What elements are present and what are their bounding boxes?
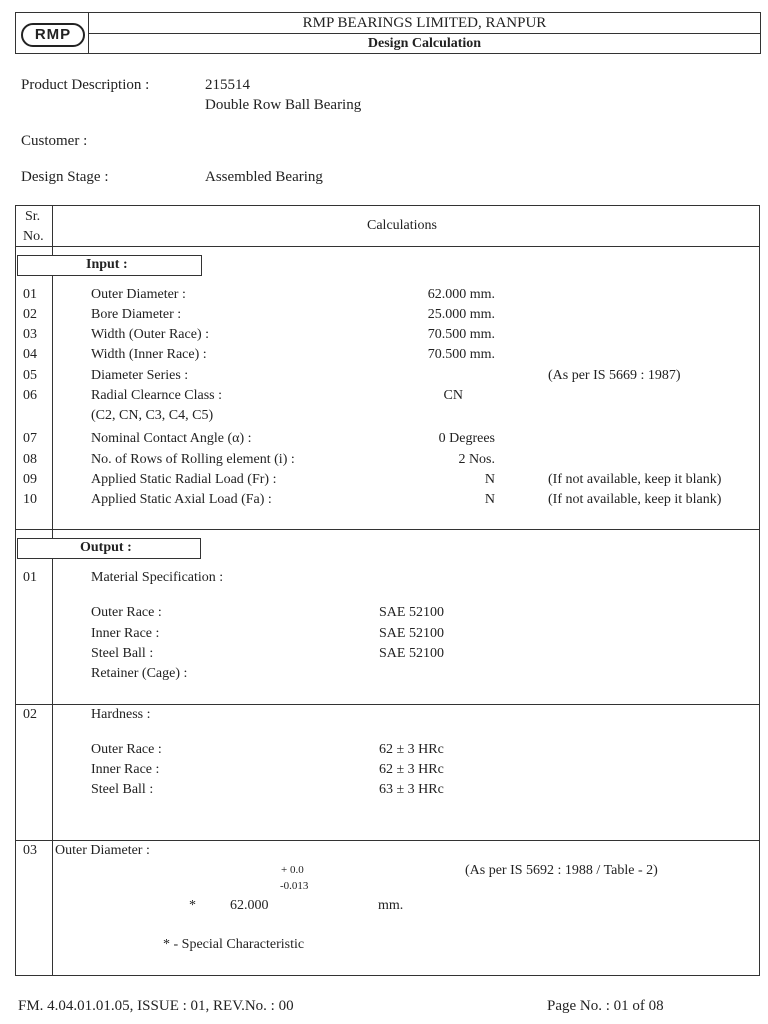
table-header-rule bbox=[15, 246, 760, 247]
od-special-star: * bbox=[189, 898, 196, 913]
input-row-note: (If not available, keep it blank) bbox=[548, 492, 722, 507]
material-row-label: Outer Race : bbox=[91, 605, 162, 620]
header-split bbox=[88, 33, 761, 34]
material-row-value: SAE 52100 bbox=[379, 646, 444, 661]
customer-label: Customer : bbox=[21, 133, 88, 149]
input-row-label: Applied Static Axial Load (Fa) : bbox=[91, 492, 272, 507]
od-tolerance-lower: -0.013 bbox=[280, 880, 309, 892]
od-tolerance-upper: + 0.0 bbox=[281, 864, 304, 876]
input-row-value: 70.500 mm. bbox=[427, 327, 495, 342]
input-row-label: Width (Outer Race) : bbox=[91, 327, 210, 342]
od-heading: Outer Diameter : bbox=[55, 843, 150, 858]
special-characteristic-note: * - Special Characteristic bbox=[163, 937, 305, 952]
input-row-label: Outer Diameter : bbox=[91, 287, 186, 302]
page-number: Page No. : 01 of 08 bbox=[547, 998, 664, 1014]
material-row-value: SAE 52100 bbox=[379, 605, 444, 620]
material-sr-no: 01 bbox=[23, 570, 37, 585]
hardness-row-label: Inner Race : bbox=[91, 762, 160, 777]
input-row-value: 70.500 mm. bbox=[427, 347, 495, 362]
input-row-value: 0 Degrees bbox=[438, 431, 495, 446]
input-row-no: 01 bbox=[23, 287, 37, 302]
input-row-no: 03 bbox=[23, 327, 37, 342]
product-name: Double Row Ball Bearing bbox=[205, 97, 362, 113]
input-row-label: Width (Inner Race) : bbox=[91, 347, 207, 362]
input-row-value: N bbox=[484, 492, 495, 507]
input-row-label: (C2, CN, C3, C4, C5) bbox=[91, 408, 214, 423]
input-row-no: 06 bbox=[23, 388, 37, 403]
input-row-label: Bore Diameter : bbox=[91, 307, 182, 322]
input-row-no: 05 bbox=[23, 368, 37, 383]
input-row-no: 09 bbox=[23, 472, 37, 487]
input-row-no: 04 bbox=[23, 347, 37, 362]
input-row-no: 07 bbox=[23, 431, 37, 446]
input-row-label: Nominal Contact Angle (α) : bbox=[91, 431, 252, 446]
input-row-label: Radial Clearnce Class : bbox=[91, 388, 223, 403]
input-row-label: No. of Rows of Rolling element (i) : bbox=[91, 452, 295, 467]
material-row-label: Retainer (Cage) : bbox=[91, 666, 188, 681]
hardness-row-label: Steel Ball : bbox=[91, 782, 154, 797]
input-row-value: CN bbox=[443, 388, 463, 403]
hardness-row-label: Outer Race : bbox=[91, 742, 162, 757]
od-reference: (As per IS 5692 : 1988 / Table - 2) bbox=[465, 863, 658, 878]
hardness-end-rule bbox=[15, 840, 760, 841]
calculations-header: Calculations bbox=[367, 218, 437, 233]
hardness-sr-no: 02 bbox=[23, 707, 37, 722]
material-heading: Material Specification : bbox=[91, 570, 224, 585]
input-end-rule-1 bbox=[15, 529, 760, 530]
input-row-label: Applied Static Radial Load (Fr) : bbox=[91, 472, 277, 487]
sr-header-line2: No. bbox=[23, 229, 44, 244]
od-unit: mm. bbox=[378, 898, 404, 913]
hardness-heading: Hardness : bbox=[91, 707, 151, 722]
input-title: Input : bbox=[86, 257, 128, 272]
design-stage-label: Design Stage : bbox=[21, 169, 109, 185]
material-end-rule bbox=[15, 704, 760, 705]
input-row-value: 25.000 mm. bbox=[427, 307, 495, 322]
company-logo: RMP bbox=[21, 23, 85, 47]
sr-column-divider bbox=[52, 205, 53, 976]
input-row-no: 02 bbox=[23, 307, 37, 322]
od-value: 62.000 bbox=[230, 898, 269, 913]
product-description-label: Product Description : bbox=[21, 77, 150, 93]
input-row-note: (As per IS 5669 : 1987) bbox=[548, 368, 681, 383]
sr-header-line1: Sr. bbox=[25, 209, 41, 224]
form-number: FM. 4.04.01.01.05, ISSUE : 01, REV.No. : 00 bbox=[18, 998, 294, 1014]
input-row-value: 62.000 mm. bbox=[427, 287, 495, 302]
material-row-value: SAE 52100 bbox=[379, 626, 444, 641]
input-row-note: (If not available, keep it blank) bbox=[548, 472, 722, 487]
document-title: Design Calculation bbox=[367, 36, 482, 51]
input-row-label: Diameter Series : bbox=[91, 368, 189, 383]
input-row-value: 2 Nos. bbox=[458, 452, 495, 467]
hardness-row-value: 63 ± 3 HRc bbox=[379, 782, 444, 797]
od-sr-no: 03 bbox=[23, 843, 37, 858]
company-name: RMP BEARINGS LIMITED, RANPUR bbox=[302, 15, 547, 31]
input-row-value: N bbox=[484, 472, 495, 487]
input-row-no: 08 bbox=[23, 452, 37, 467]
hardness-row-value: 62 ± 3 HRc bbox=[379, 742, 444, 757]
material-row-label: Inner Race : bbox=[91, 626, 160, 641]
material-row-label: Steel Ball : bbox=[91, 646, 154, 661]
product-code: 215514 bbox=[205, 77, 250, 93]
hardness-row-value: 62 ± 3 HRc bbox=[379, 762, 444, 777]
output-title: Output : bbox=[80, 540, 132, 555]
design-stage-value: Assembled Bearing bbox=[205, 169, 323, 185]
input-row-no: 10 bbox=[23, 492, 37, 507]
